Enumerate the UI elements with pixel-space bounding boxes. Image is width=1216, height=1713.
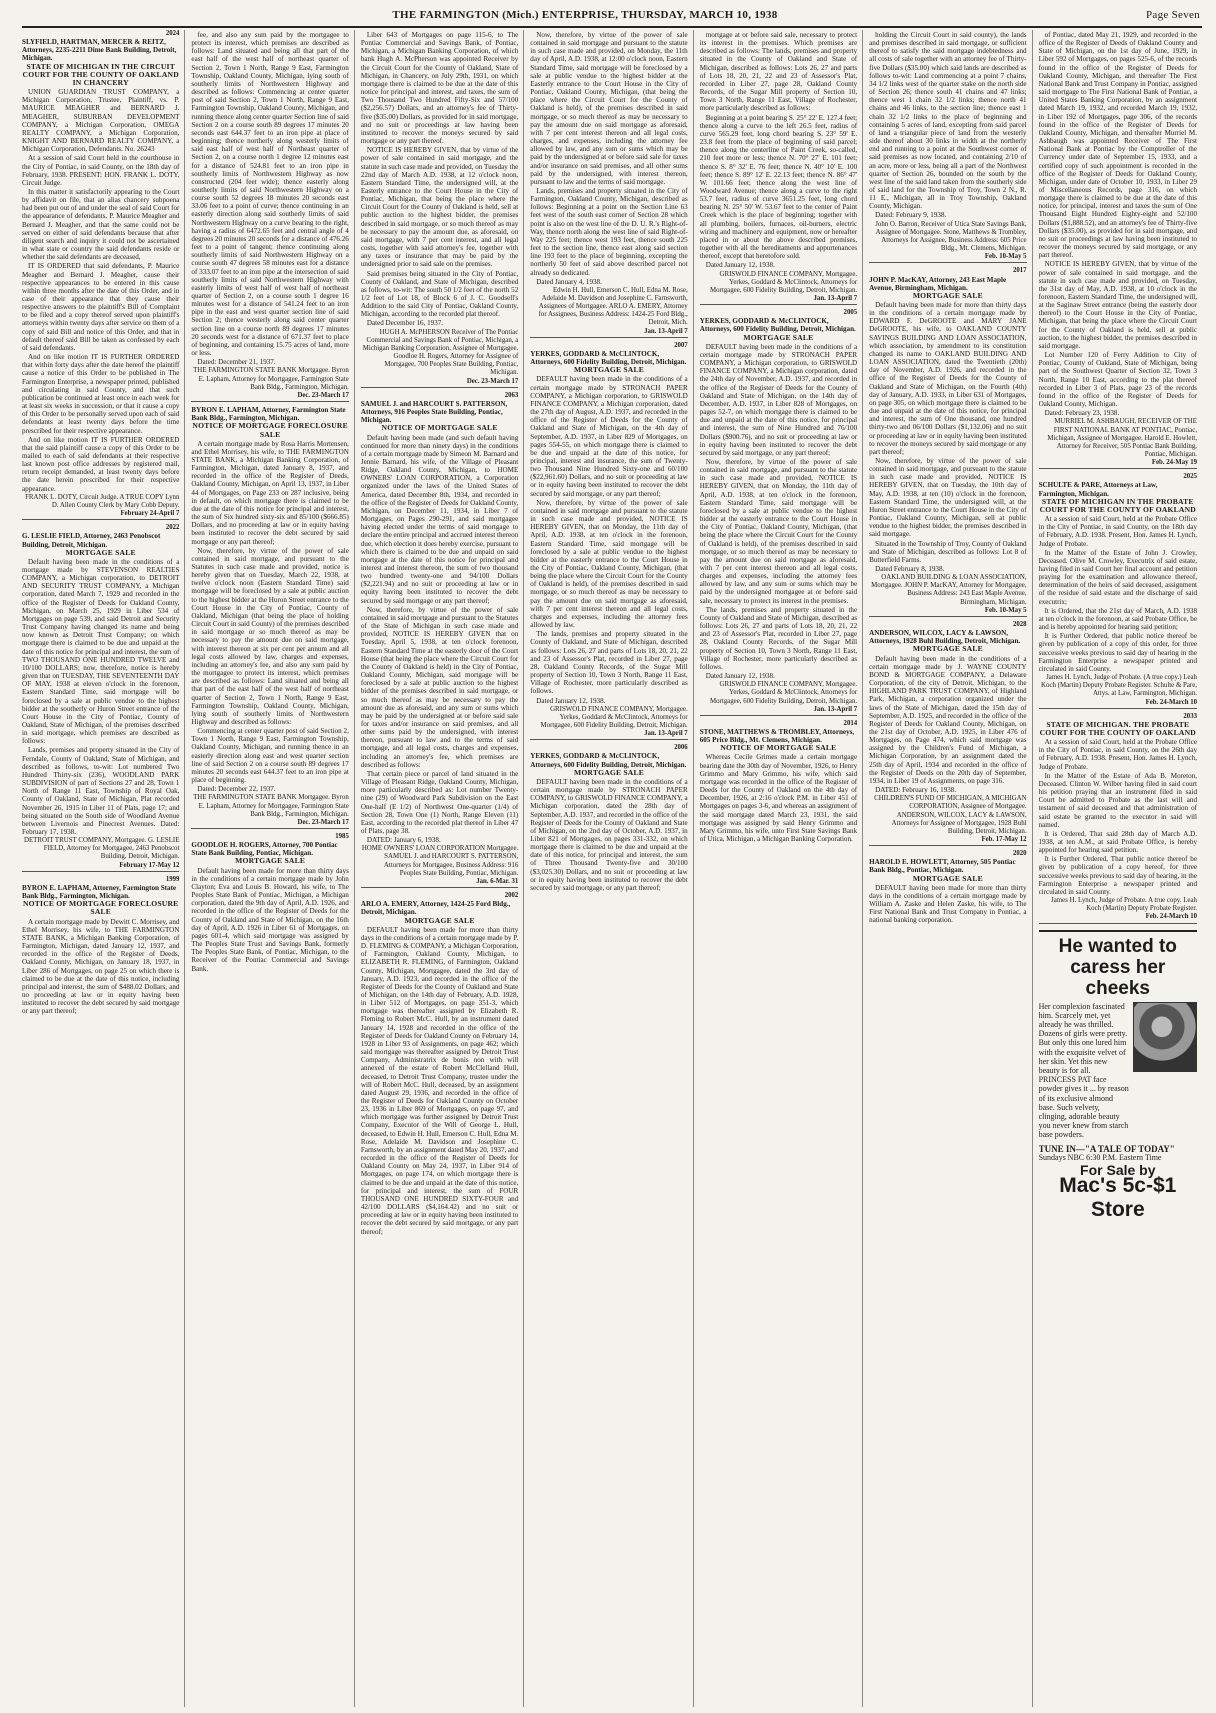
notice-paragraph: Situated in the Township of Troy, County of Oakland and State of Michigan, described as follows: Lot 8 of Butterfield Farms. <box>869 539 1027 564</box>
notice-paragraph: And on like motion IT IS FURTHER ORDERED that within forty days after the date hereof the plaintiff cause a notice of this Order to be published in The Farmington Enterprise, a newspaper printed, published and circulating in said County, and that such publication be continued at least once in each week for at least six weeks in succession, or that it cause a copy of this Order to be personally served upon each of said defendants at least twenty days before the time prescribed for their respective appearance. <box>22 353 180 435</box>
notice-paragraph: Lot Number 120 of Ferry Addition to City of Pontiac, County of Oakland, State of Michigan, being part of the Southwest Quarter of Section 32, Town 3 North, Range 10 East, according to the plat thereof recorded in Liber 3 of Plats, page 23 of the records found in the office of the Register of Deeds for Oakland County, Michigan. <box>1038 351 1197 409</box>
notice-number: 2020 <box>1012 850 1027 858</box>
notice-paragraph: Dated: December 21, 1937. <box>197 358 276 367</box>
notice-paragraph: holding the Circuit Court in said county), the lands and premises described in said mortgage, or sufficient thereof to satisfy the said mortgage indebtedness and all costs of sale together with an attorney fee of Thirty-five Dollars ($35.00) which said lands are described as follows to-wit: Land commencing at a point 7 chains, 34 1/2 links west of the quarter stake on the north side of Section 26; thence south 41 chains and 47 links; thence west 1 chain 32 1/2 links; thence north 41 chains and 46 links, to the section line; thence east 1 chain 32 1/2 links to the place of beginning and containing 5 acres of land, excepting from said parcel of land a triangular piece of land from the westerly side thereof about 30 links in width at the northerly end and running to a point at the Southwest corner of said premises as now located, and containing 2/10 of an acre, more or less, being all a part of the Northwest quarter of Section 26, bounded on the south by the west line of the said land taken from the southerly side of said land for the Township of Troy, Town 2 N., R. 11 E., Michigan, all in Troy Township, Oakland County, Michigan. <box>869 31 1027 211</box>
notice-paragraph: It is Ordered, that the 21st day of March, A.D. 1938 at ten o'clock in the forenoon, at said Probate Office, be and is hereby appointed for hearing said petition; <box>1038 606 1197 632</box>
masthead <box>22 8 1202 28</box>
legal-notice <box>530 744 687 892</box>
notice-title: MORTGAGE SALE <box>912 873 983 883</box>
notice-attorney-heading: HAROLD E. HOWLETT, Attorney, 505 Pontiac Bank Bldg., Pontiac, Michigan. <box>869 858 1016 875</box>
notice-attorney-heading: YERKES, GODDARD & McCLINTOCK, Attorneys, 600 Fidelity Building, Detroit, Michigan. <box>699 317 856 334</box>
notice-number: 2007 <box>674 341 688 349</box>
notice-publication-dates: Feb. 24-March 10 <box>1039 699 1197 709</box>
notice-paragraph: Dated January 12, 1938. <box>705 261 775 270</box>
notice-paragraph: DEFAULT having been made in the conditions of a certain mortgage made by STRONACH PAPER COMPANY, to GRISWOLD FINANCE COMPANY, a Michigan corporation, dated the 28th day of September, A.D. 1937, and recorded in the office of the Register of Deeds for the County of Oakland and State of Michigan, on the 2nd day of October, A.D. 1937, in Liber 821 of Mortgages, on pages 331-332, on which mortgage there is claimed to be due and unpaid at the date of this notice, for principal and interest, the sum of Three Thousand Twenty-five and 30/100 ($3,025.30) Dollars, and no suit or proceeding at law or in equity having been instituted to recover the debt secured by said mortgage, or any part thereof; <box>530 777 688 892</box>
notice-paragraph: Now, therefore, by virtue of the power of sale contained in said mortgage and pursuant to the statute in such case made and provided, NOTICE IS HEREBY GIVEN, that on Monday, the 11th day of April, A.D. 1938, at ten o'clock in the forenoon, Eastern Standard Time, said mortgage will be foreclosed by a sale at public vendue to the highest bidder at the easterly entrance to the Court House in the City of Pontiac, Oakland County, Michigan, (that being the place where the Circuit Court for the County of Oakland is held), of the premises described in said mortgage, or so much thereof as may be necessary to pay the amount due on said mortgage as aforesaid, with 7 per cent interest thereon and all legal costs, charges and expenses, including the attorney fees allowed by law. <box>530 498 688 630</box>
notice-paragraph: Dated: February 9, 1938. <box>875 211 947 220</box>
notice-paragraph: In the Matter of the Estate of John J. Crowley, Deceased. Olive M. Crowley, Executrix of said estate, having filed in said Court her final account and petition praying for the examination and allowance thereof, determination of the heirs of said deceased, assignment of the residue of said estate and the discharge of said executrix; <box>1038 548 1197 606</box>
notice-attorney-heading: BYRON E. LAPHAM, Attorney, Farmington State Bank Bldg., Farmington, Michigan. <box>191 406 346 423</box>
legal-notice <box>869 621 1026 846</box>
ad-for-sale-by: For Sale by <box>1080 1161 1156 1178</box>
notice-attorney-heading: YERKES, GODDARD & McCLINTOCK, Attorneys, 600 Fidelity Building, Detroit, Michigan. <box>530 752 687 769</box>
legal-notice <box>361 892 518 1236</box>
notice-signature: Edwin H. Hull, Emerson C. Hull, Edna M. Rose, Adelaide M. Davidson and Josephine C. Farnsworth, Assignees of Mortgagee. ARLO A. EMERY, Attorney for Assignees, Business Address: 1424-25 Ford Bldg., Detroit, Mich. <box>538 286 688 327</box>
legal-notice <box>1039 31 1197 469</box>
notice-title: NOTICE OF MORTGAGE FORECLOSURE SALE <box>22 899 179 917</box>
notice-number: 2022 <box>165 524 180 532</box>
notice-paragraph: Lands, premises and property situated in the City of Ferndale, County of Oakland, State of Michigan, and described as follows, to-wit: Lot numbered Two Hundred Thirty-six (236), WOODLAND PARK SUBDIVISION of part of Sections 27 and 28, Town 1 North of Range 11 East, Township of Royal Oak, County of Oakland, State of Michigan, Plat recorded November 26, 1915 in Liber 11 of Plats, page 17; and being situated on the South side of Woodland Avenue between Livernois and Pinecrest Avenues. Dated: February 17, 1938. <box>22 746 180 836</box>
legal-notice <box>22 524 179 872</box>
notice-signature: HOME OWNERS' LOAN CORPORATION Mortgagee. SAMUEL J. and HARCOURT S. PATTERSON, Attorneys for Mortgagee, Business Address: 916 Peoples State Building, Pontiac, Michigan. <box>361 845 519 877</box>
notice-paragraph: NOTICE IS HEREBY GIVEN, that by virtue of the power of sale contained in said mortgage, and the statute in such case made and provided, on Tuesday the 22nd day of March A.D. 1938, at 12 o'clock noon, Eastern Standard Time, the undersigned will, at the Easterly entrance to the Court House in the City of Pontiac, Michigan, that being the place where the Circuit Court for the County of Oakland is held, sell at public auction to the highest bidder, the premises described in said mortgage, or so much thereof as may be necessary to pay the amount due, as aforesaid, on said mortgage, with 7 per cent interest, and all legal costs, together with said attorney's fee, together with any taxes or insurance that may be paid by the undersigned prior to said sale on the premises. <box>360 146 519 269</box>
notice-title: MORTGAGE SALE <box>235 856 306 866</box>
notice-number: 2025 <box>1183 473 1197 481</box>
column-2 <box>191 30 354 1707</box>
column-4 <box>530 30 693 1707</box>
notice-number: 2002 <box>504 892 519 900</box>
legal-notice <box>869 850 1026 924</box>
notice-paragraph: DEFAULT having been made in the conditions of a certain mortgage made by STRONACH PAPER COMPANY, a Michigan corporation, to GRISWOLD FINANCE COMPANY, a Michigan corporation, dated the 27th day of August, A.D. 1937, and recorded in the office of the Register of Deeds for the County of Oakland and State of Michigan, on the 4th day of September, A.D. 1937, in Liber 829 of Mortgages, on pages 554-55, on which mortgage there is claimed to be due and unpaid at the date of this notice, for principal, interest and insurance, the sum of Twenty-two Thousand Nine Hundred Sixty-one and 60/100 ($22,961.60) Dollars, and no suit or proceeding at law or in equity having been instituted to recover the debt secured by said mortgage, or any part thereof; <box>530 375 688 498</box>
notice-paragraph: Default having been made (and such default having continued for more than ninety days) in the conditions of a certain mortgage made by Simeon M. Barnard and Jennie Barnard, his wife, of the Village of Pleasant Ridge, Oakland County, Michigan, to HOME OWNERS' LOAN CORPORATION, a Corporation organized under the laws of the United States of America, dated December 8th, 1934, and recorded in the office of the Register of Deeds for Oakland County, Michigan, on December 11, 1934, in Liber 7 of Mortgages, on Pages 290-291, and said mortgagee having elected under the terms of said mortgage to declare the entire principal and accrued interest thereon due, which election it does hereby exercise, pursuant to which there is claimed to be due and unpaid on said mortgage at the date of this notice for principal and interest and interest thereon, the sum of two thousand two hundred twenty-one and 94/100 Dollars ($2,221.94) and no suit or proceeding at law or in equity having been instituted to recover the debt secured by said mortgage or any part thereof; <box>360 433 519 605</box>
notice-publication-dates: Feb. 24-May 19 <box>1039 459 1197 469</box>
column-7 <box>1039 30 1202 1707</box>
notice-title: NOTICE OF MORTGAGE SALE <box>720 743 837 753</box>
notice-number: 2024 <box>165 30 180 37</box>
notice-title: MORTGAGE SALE <box>65 547 136 557</box>
notice-publication-dates: Jan. 13-April 7 <box>700 706 857 716</box>
notice-publication-dates: Jan. 13-April 7 <box>530 730 687 740</box>
notice-paragraph: A certain mortgage made by Rosa Harris Mortensen, and Ethel Morrisey, his wife, to THE FARMINGTON STATE BANK, a Michigan Banking Corporation, of Farmington, Michigan, dated January 8, 1937, and recorded in the office of the Register of Deeds, Oakland County, Michigan, on April 13, 1937, in Liber 44 of Mortgages, on Page 233 on 287 inclusive, being in default, on which mortgage there is claimed to be due at the date of this notice for principal and interest, the sum of Six hundred sixty-six and 85/100 ($666.85) Dollars, and no proceeding at law or in equity having been instituted to recover the debt secured by said mortgage or any part thereof; <box>191 439 349 546</box>
column-5 <box>700 30 863 1707</box>
notice-signature: GRISWOLD FINANCE COMPANY, Mortgagee. Yerkes, Goddard & McClintock, Attorneys for Mortgagee, 600 Fidelity Building, Detroit, Michigan. <box>709 681 858 705</box>
notice-paragraph: DATED: February 16, 1938. <box>875 786 957 795</box>
notice-paragraph: It is Ordered, That said 28th day of March A.D. 1938, at ten A.M., at said Probate Office, is hereby appointed for hearing said petition. <box>1038 829 1197 855</box>
notice-attorney-heading: JOHN P. MacKAY, Attorney, 243 East Maple Avenue, Birmingham, Michigan. <box>869 275 1007 292</box>
page-number: Page Seven <box>1145 9 1200 21</box>
notice-paragraph: mortgage at or before said sale, necessary to protect its interest in the premises. Which premises are described as follows: The lands, premises and property situated in the County of Oakland and State of Michigan, described as follows: Lots 26, 27 and parts of Lots 18, 20, 21, 22 and 23 of Assessor's Plat, recorded in Liber 27, page 28, Oakland County Records, of the Sugar Mill property of Section 10, Town 3 North, Range 11 East, Village of Rochester, more particularly described as follows: <box>699 31 858 113</box>
notice-attorney-heading: GOODLOE H. ROGERS, Attorney, 700 Pontiac State Bank Building, Pontiac, Michigan. <box>191 841 338 858</box>
column-3 <box>361 30 524 1707</box>
notice-paragraph: At a session of said Court, held at the Probate Office in the City of Pontiac, in said County, on the 26th day of February, A.D. 1938. Present, Hon. James H. Lynch, Judge of Probate. <box>1038 738 1197 771</box>
notice-signature: HUGH A. McPHERSON Receiver of The Pontiac Commercial and Savings Bank of Pontiac, Michigan, a Michigan Banking Corporation, Assignee of Mortgagee. Goodloe H. Rogers, Attorney for Assignee of Mortgagee, 700 Peoples State Building, Pontiac, Michigan. <box>362 328 519 377</box>
notice-signature: FRANK L. DOTY, Circuit Judge. A TRUE COPY Lynn D. Allen County Clerk by Mary Cobb Deputy. <box>25 493 180 509</box>
notice-signature: MURRIEL M. ASHBAUGH, RECEIVER OF THE FIRST NATIONAL BANK AT PONTIAC, Pontiac, Michigan, Assignee of Mortgagee. Harold E. Howlett, Attorney for Receiver, 505 Pontiac Bank Building, Pontiac, Michigan. <box>1047 418 1197 458</box>
notice-paragraph: DATED: January 6, 1938. <box>366 836 441 845</box>
notice-paragraph: Liber 643 of Mortgages on page 115-6, to The Pontiac Commercial and Savings Bank, of Pontiac, Michigan, a Michigan Banking Corporation, of which bank Hugh A. McPherson was appointed Receiver by the Circuit Court for the County of Oakland, State of Michigan, in Chancery, on July 29th, 1931, on which mortgage there is claimed to be due at the date of this notice for principal and interest, and taxes, the sum of Two Thousand Two Hundred Fifty-Six and 57/100 ($2,256.57) Dollars, and an attorney's fee of Thirty-five ($35.00) Dollars, as provided for in said mortgage, and no suit or proceedings at law having been instituted to recover the moneys secured by said mortgage or any part thereof. <box>360 31 519 146</box>
notice-publication-dates: Dec. 23-March 17 <box>191 392 348 402</box>
notice-paragraph: NOTICE IS HEREBY GIVEN, that by virtue of the power of sale contained in said mortgage, and the statute in such case made and provided, on Tuesday, the 31st day of May, A.D. 1938, at 10 o'clock in the forenoon, Eastern Standard Time, the undersigned will, at the Saginaw Street entrance (being the easterly door thereof) to the Court House in the City of Pontiac, Michigan, that being the place where the Circuit Court for the County of Oakland is held, sell at public auction, to the highest bidder, the premises described in said mortgage. <box>1038 260 1197 350</box>
notice-paragraph: Now, therefore, by virtue of the power of sale contained in said mortgage, and pursuant to the statute in such case made and provided, NOTICE IS HEREBY GIVEN, that on Tuesday, the 10th day of May, A.D. 1938, at ten (10) o'clock in the forenoon, Eastern Standard Time, the undersigned will, at the Huron Street entrance to the Court House in the City of Pontiac, Oakland County, Michigan, sell at public vendue to the highest bidder, the premises described in said mortgage. <box>869 456 1027 539</box>
notice-signature: THE FARMINGTON STATE BANK Mortgagee. Byron E. Lapham, Attorney for Mortgagee, Farmington State Bank Bldg., Farmington, Michigan. <box>193 794 349 818</box>
notice-number: 2028 <box>1012 620 1027 628</box>
ad-body <box>1039 1002 1197 1140</box>
legal-notice <box>22 30 179 520</box>
legal-notice-columns <box>22 30 1202 1707</box>
ad-radio-tune-in: TUNE IN—"A TALE OF TODAY" <box>1038 1143 1175 1154</box>
notice-publication-dates: February 24-April 7 <box>22 510 179 520</box>
notice-publication-dates: Feb. 10-May 5 <box>869 253 1026 263</box>
notice-publication-dates: Dec. 23-March 17 <box>191 819 348 829</box>
notice-attorney-heading: ANDERSON, WILCOX, LACY & LAWSON, Attorneys, 1928 Buhl Building, Detroit, Michigan. <box>869 629 1021 646</box>
notice-number: 1985 <box>335 833 349 840</box>
notice-number: 1999 <box>165 875 180 883</box>
legal-notice <box>530 342 687 741</box>
notice-paragraph: fee, and also any sum paid by the mortgagee to protect its interest, which premises are described as follows: Land situated and being all that part of the east half of the west half of northeast quarter of Section 2, Town 1 North, Range 9 East, Farmington Township, Oakland County, Michigan, lying south of southerly limits of Northwestern Highway and described as follows: Commencing at center quarter post of said Section 2, Town 1 North, Range 9 East, Farmington Township, Oakland County, Michigan, and running thence along center quarter Section line of said Section 2 on a course south 89 degrees 17 minutes 20 seconds east 644.37 feet to an iron pipe at place of beginning; thence northerly along westerly limits of said east half of west half of Northeast quarter of Section 2, on a course north 1 degree 12 minutes east for a distance of 524.81 feet to an iron pipe in southerly limits of Northwestern Highway as now constructed (204 feet wide); thence easterly along southerly limits of said Northwestern Highway on a course south 52 degrees 18 minutes 20 seconds east 33.06 feet to a point of curve; thence continuing in an easterly direction along said southerly limits of said Northwestern Highway on a curve bearing to the right, having a radius of 6472.65 feet and central angle of 4 degrees 20 minutes 20 seconds for a distance of 476.26 feet to a point of tangent; thence continuing along southerly limits of said Northwestern Highway on a course south 47 degrees 58 minutes east for a distance of 333.07 feet to an iron pipe at the intersection of said southerly limits of said Northwestern Highway with easterly limits of west half of west half of northeast quarter of Section 2, on a course south 1 degree 16 minutes west for a distance of 541.24 feet to an iron pipe in the east and west quarter section line of said Section 2; thence westerly along said center quarter section line on a course north 89 degrees 17 minutes 20 seconds west for a distance of 671.37 feet to place of beginning, and containing 15.75 acres of land, more or less. <box>191 31 349 358</box>
notice-signature: DETROIT TRUST COMPANY, Mortgagee. G. LESLIE FIELD, Attorney for Mortgagee, 2463 Penobscot Building, Detroit, Michigan. <box>23 837 180 861</box>
notice-paragraph: Now, therefore, by virtue of the power of sale contained in said mortgage, and pursuant to the statute in such case made and provided, NOTICE IS HEREBY GIVEN, that on Monday, the 11th day of April, A.D. 1938, at ten o'clock in the forenoon, Eastern Standard Time, said mortgage will be foreclosed by a sale at public vendue to the highest bidder at the easterly entrance to the Court House in the City of Pontiac, Oakland County, Michigan, (that being the place where the Circuit Court for the County of Oakland is held), of the premises described in said mortgage, or so much thereof as may be necessary to pay the amount due on said mortgage as aforesaid, with 7 per cent interest thereon and all legal costs, charges and expenses, including the attorney fees allowed by law, and any sum or sums which may be paid by the undersigned mortgagee at or before said sale, necessary to protect its interest in the premises. <box>699 457 858 605</box>
column-6 <box>869 30 1032 1707</box>
notice-paragraph: Dated January 4, 1938. <box>536 277 602 286</box>
notice-title: STATE OF MICHIGAN. THE PROBATE COURT FOR THE COUNTY OF OAKLAND <box>1039 719 1196 737</box>
notice-title: STATE OF MICHIGAN IN THE PROBATE COURT FOR THE COUNTY OF OAKLAND <box>1039 496 1196 514</box>
notice-title: STATE OF MICHIGAN IN THE CIRCUIT COURT FOR THE COUNTY OF OAKLAND IN CHANCERY <box>22 61 179 87</box>
notice-title: MORTGAGE SALE <box>573 767 645 777</box>
notice-signature: CHILDREN'S FUND OF MICHIGAN, A MICHIGAN CORPORATION, Assignee of Mortgagee. ANDERSON, WILCOX, LACY & LAWSON, Attorneys for Assignee of Mortgagee, 1928 Buhl Building, Detroit, Michigan. <box>874 795 1027 835</box>
notice-paragraph: DEFAULT having been made for more than thirty days in the conditions of a certain mortgage made by P. D. FLEMING & COMPANY, a Michigan Corporation, of Farmington, Oakland County, Michigan, to ELIZABETH R. FLEMING, of Farmington, Oakland County, Michigan, Mortgagee, dated the 3rd day of January, A.D. 1923, and recorded in the office of the Register of Deeds for the County of Oakland and State of Michigan, on the 14th day of February, A.D. 1928, in Liber 512 of Mortgages, on page 351-3, which mortgage was thereafter assigned by Elizabeth R. Fleming to Robert McC. Hull, by an instrument dated January 14, 1928 and recorded in the office of the Register of Deeds for Oakland County on February 14, 1928 in Liber 93 of Assignments, on page 462; which said mortgage was thereafter assigned by Detroit Trust Company, Administratrix de bonis non with will annexed of the estate of Robert McClelland Hull, deceased, to Detroit Trust Company, trustee under the will of Robert McC. Hull, deceased, by an assignment dated August 29, 1936, and recorded in the office of the Register of Deeds for Oakland County on October 23, 1936 in Liber 869 of Mortgages, on page 97, and which mortgage was further assigned by Detroit Trust Company, Executor of the Will of George L. Hull, deceased, to Edwin H. Hull, Emerson C. Hull, Edna M. Rose, Adelaide M. Davidson and Josephine C. Farnsworth, by an assignment dated May 20, 1937, and recorded in the office of the Register of Deeds for Oakland County on May 24, 1937, in Liber 914 of Mortgages, on page 174, on which mortgage there is claimed to be due and unpaid at the date of this notice, for principal and interest, the sum of FOUR THOUSAND ONE HUNDRED SIXTY-FOUR and 42/100 DOLLARS ($4,164.42) and no suit or proceeding at law or in equity having been instituted to recover the debt secured by said mortgage, or any part thereof; <box>360 925 519 1236</box>
notice-paragraph: And on like motion IT IS FURTHER ORDERED that the said plaintiff cause a copy of this Order to be mailed to each of said defendants at their respective last known post office addresses by registered mail, return receipt demanded, at least twenty days before the date herein prescribed for their respective appearance. <box>22 435 180 493</box>
notice-signature: GRISWOLD FINANCE COMPANY, Mortgagee. Yerkes, Goddard & McClintock, Attorneys for Mortgagee, 600 Fidelity Building, Detroit, Michigan. <box>709 270 858 294</box>
notice-paragraph: Default having been made in the conditions of a mortgage made by STEVENSON REALTIES COMPANY, a Michigan corporation, to DETROIT AND SECURITY TRUST COMPANY, a Michigan corporation, dated March 7, 1929 and recorded in the office of the Register of Deeds for Oakland County, Michigan, on March 25, 1929 in Liber 534 of Mortgages on page 539, and said Detroit and Security Trust Company having changed its name and being now known as Detroit Trust Company; on which mortgage there is claimed to be due and unpaid at the date of this notice for principal and interest, the sum of TWO THOUSAND ONE HUNDRED TWELVE and 10/100 DOLLARS; now, therefore, notice is hereby given that on TUESDAY, THE SEVENTEENTH DAY OF MAY, 1938 at eleven o'clock in the forenoon, Eastern Standard Time, said mortgage will be foreclosed by a sale at public vendue to the highest bidder at the southerly or Huron Street entrance of the Court House in the City of Pontiac, County of Oakland, State of Michigan, of the premises described in said mortgage, which premises are described as follows: <box>22 557 180 746</box>
notice-title: NOTICE OF MORTGAGE FORECLOSURE SALE <box>192 421 348 439</box>
notice-paragraph: At a session of said Court held in the courthouse in the City of Pontiac, in said County, on the 18th day of February, 1938. PRESENT: HON. FRANK L. DOTY, Circuit Judge. <box>22 154 180 187</box>
notice-attorney-heading: SAMUEL J. and HARCOURT S. PATTERSON, Attorneys, 916 Peoples State Building, Pontiac, Michigan. <box>360 399 508 425</box>
legal-notice <box>530 31 687 338</box>
notice-paragraph: Dated: December 22, 1937. <box>197 785 276 794</box>
notice-number: 2014 <box>843 719 858 727</box>
notice-signature: John O. Barron, Receiver of Utica State Savings Bank, Assignee of Mortgagee. Stone, Matthews & Trombley, Attorneys for Assignee, Business Address: 605 Price Bldg., Mt. Clemens, Michigan. <box>875 220 1027 253</box>
notice-paragraph: At a session of said Court, held at the Probate Office in the City of Pontiac, in said County, on the 18th day of February, A.D. 1938. Present, Hon. James H. Lynch, Judge of Probate. <box>1038 515 1197 548</box>
notice-paragraph: IT IS ORDERED that said defendants, P. Maurice Meagher and Bernard J. Meagher, cause their respective appearances to be entered in this cause within three months after the date of this Order, and in case of their appearance that they cause their respective answers to the plaintiff's Bill of Complaint to be filed and a copy thereof served upon plaintiff's attorneys within twenty days after service on them of a copy of said Bill and notice of this Order, and that in default thereof said Bill be taken as confessed by each of said defendants. <box>22 262 180 352</box>
legal-notice <box>191 31 348 402</box>
ad-copy: Her complexion fascinated him. Scarcely met, yet already he was thrilled. Dozens of girls were pretty. But only this one lured him with the exquisite velvet of her skin. Yet this new beauty is for all. PRINCESS PAT face powder gives it ... by reason of its exclusive almond base. Such velvety, clinging, adorable beauty you never knew from starch base powders. <box>1038 1001 1129 1140</box>
notice-publication-dates: Jan. 13-April 7 <box>700 295 857 305</box>
notice-title: MORTGAGE SALE <box>573 365 645 375</box>
notice-attorney-heading: STONE, MATTHEWS & TROMBLEY, Attorneys, 605 Price Bldg., Mt. Clemens, Michigan. <box>699 727 855 745</box>
notice-publication-dates: Feb. 24-March 10 <box>1039 913 1197 923</box>
legal-notice <box>361 31 518 388</box>
notice-attorney-heading: SCHULTE & PARE, Attorneys at Law, Farmington, Michigan. <box>1038 481 1158 498</box>
legal-notice <box>191 833 348 973</box>
notice-paragraph: Commencing at center quarter post of said Section 2, Town 1 North, Range 9 East, Farmington Township, Oakland County, Michigan, and running thence in an easterly direction along east and west quarter section line of said Section 2 on a course south 89 degrees 17 minutes 20 seconds east 644.37 feet to an iron pipe at place of beginning. <box>191 727 349 785</box>
notice-publication-dates: Jan. 6-Mar. 31 <box>361 878 518 888</box>
notice-paragraph: DEFAULT having been made for more than thirty days in the conditions of a certain mortgage made by William A. Zaske and Helen Zaske, his wife, to The First National Bank and Trust Company in Pontiac, a national banking corporation. <box>869 883 1027 925</box>
notice-number: 2063 <box>504 391 519 399</box>
notice-title: MORTGAGE SALE <box>404 915 475 925</box>
ad-radio-time: Sundays NBC 6:30 P.M. Eastern Time <box>1038 1152 1162 1162</box>
notice-paragraph: Now, therefore, by virtue of the power of sale contained in said mortgage and pursuant to the statute in such case made and provided, on Monday, the 11th day of April, A.D. 1938, at 12:00 o'clock noon, Eastern Standard Time, said mortgage will be foreclosed by a sale at public vendue to the highest bidder at the Easterly entrance to the Court House in the City of Pontiac, Oakland County, Michigan, (that being the place where the Circuit Court for the County of Oakland is held), of the premises described in said mortgage, or so much thereof as may be necessary to pay the amount due on said mortgage as aforesaid, with 7 per cent interest thereon and all legal costs, charges, and expenses, including the attorney fee allowed by law, and any sum or sums which may be paid by the undersigned at or before said sale for taxes and/or insurance on said premises, and all other sums paid by the undersigned, with interest thereon, pursuant to law and the terms of said mortgage. <box>530 31 688 186</box>
notice-paragraph: It is Further Ordered, that public notice thereof be given by publication of a copy of this order, for three successive weeks previous to said day of hearing in the Farmington Enterprise a newspaper printed and circulated in said County. <box>1038 632 1197 673</box>
notice-paragraph: of Pontiac, dated May 21, 1929, and recorded in the office of the Register of Deeds of Oakland County and State of Michigan, on the 1st day of June, 1929, in Liber 592 of Mortgages, on pages 525-6, of the records found in the office of the Register of Deeds for Oakland County, Michigan, and thereafter The First National Bank and Trust Company in Pontiac, assigned said mortgage to The First National Bank of Pontiac, a United States Banking Corporation, by an assignment dated March 19, 1932, and recorded March 19, 1932, in Liber 192 of Mortgages, page 306, of the records found in the office of the Register of Deeds for Oakland County, Michigan, and thereafter Murriel M. Ashbaugh was appointed Receiver of The First National Bank at Pontiac by the Comptroller of the Currency under date of September 15, 1933, and a certified copy of such appointment is recorded in the office of the Register of Deeds for Oakland County, Michigan, under date of October 10, 1933, in Liber 29 of Miscellaneous Records, page 316, on which mortgage there is claimed to be due at the date of this notice, for principal, interest and taxes the sum of One Thousand Eight Hundred Eighty-eight and 52/100 Dollars ($1,888.52), and an attorney's fee of Thirty-five Dollars ($35.00), as provided for in said mortgage, and no suit or proceedings at law having been instituted to recover the moneys secured by said mortgage, or any part thereof. <box>1038 31 1197 260</box>
notice-paragraph: The lands, premises and property situated in the County of Oakland, and State of Michigan, described as follows: Lots 26, 27 and parts of Lots 18, 20, 21, 22 and 23 of Assessor's Plat, recorded in Liber 27, page 28, Oakland County Records, of the Sugar Mill property of Section 10, Town 3 North, Range 11 East, Village of Rochester, more particularly described as follows. <box>530 630 688 696</box>
notice-paragraph: Said premises being situated in the City of Pontiac, County of Oakland, and State of Michigan, described as follows, to-wit: The south 50 1/2 feet of the north 52 1/2 feet of Lot 18, of Block 6 of J. C. Goodsell's Addition to the said City of Pontiac, Oakland County, Michigan, according to the recorded plat thereof. <box>360 269 519 319</box>
notice-title: MORTGAGE SALE <box>912 644 983 654</box>
legal-notice <box>700 309 857 716</box>
notice-number: 2005 <box>843 309 858 317</box>
princess-pat-advertisement <box>1039 930 1197 1222</box>
notice-publication-dates: Dec. 23-March 17 <box>361 378 518 388</box>
ad-headline: He wanted to caress her cheeks <box>1058 935 1177 999</box>
notice-attorney-heading: G. LESLIE FIELD, Attorney, 2463 Penobscot Building, Detroit, Michigan. <box>22 532 161 549</box>
legal-notice <box>191 406 348 829</box>
notice-paragraph: In this matter it satisfactorily appearing to the Court by affidavit on file, that an alias chancery subpoena had been put out of and under the seal of said Court for the appearance of defendants, P. Maurice Meagher and Bernard J. Meagher, and that the same could not be served on either of said defendants because that after diligent search and inquiry it could not be ascertained in what state or country the said defendants reside or whether the said defendants are deceased, <box>22 187 180 262</box>
notice-title: MORTGAGE SALE <box>743 332 814 342</box>
notice-paragraph: A certain mortgage made by Dewitt C. Morrisey, and Ethel Morrisey, his wife, to THE FARMINGTON STATE BANK, a Michigan Banking Corporation, of Farmington, Michigan, dated January 12, 1937, and recorded in the office of the Register of Deeds, Oakland County, Michigan, on January 18, 1937, in Liber 286 of Mortgages, on page 25 on which there is claimed to be due at the date of this notice, including principal and interest, the sum of $488.02 Dollars, and no proceeding at law or in equity having been instituted to recover the debt secured by said mortgage or any part thereof; <box>22 917 180 1016</box>
notice-signature: THE FARMINGTON STATE BANK Mortgagee. Byron E. Lapham, Attorney for Mortgagee, Farmington State Bank Bldg., Farmington, Michigan. <box>193 367 349 391</box>
notice-publication-dates: Feb. 10-May 5 <box>869 607 1026 617</box>
notice-paragraph: Default having been made in the conditions of a certain mortgage made by J. WAYNE COUNTY BOND & MORTGAGE COMPANY, a Delaware Corporation, of the city of Detroit, Michigan, to the HIGHLAND PARK TRUST COMPANY, of Highland Park, Michigan, a corporation organized under the laws of the State of Michigan, dated the 15th day of September, A.D. 1925, and recorded in the office of the Register of Deeds for Oakland County, Michigan, on the 21st day of October, A.D. 1925, in Liber 476 of Mortgages, on Page 474, which said mortgage was assigned by the Children's Fund of Michigan, a Michigan Corporation, by an assignment dated the 25th day of April, 1934 and recorded in the office of the Register of Deeds on the 20th day of September, 1934, in Liber 19 of Assignments, on page 316. <box>869 654 1027 785</box>
notice-title: MORTGAGE SALE <box>912 290 983 300</box>
legal-notice <box>869 267 1026 617</box>
legal-notice <box>1039 473 1197 708</box>
legal-notice <box>869 31 1026 263</box>
notice-paragraph: UNION GUARDIAN TRUST COMPANY, a Michigan Corporation, Trustee, Plaintiff, vs. P. MAURICE MEAGHER and BERNARD J. MEAGHER, SUBURBAN DEVELOPMENT COMPANY, a Michigan Corporation, OMEGA REALTY COMPANY, a Michigan Corporation, KNIGHT AND BERNARD REALTY COMPANY, a Michigan Corporation, Defendants. No. 26243 <box>22 88 180 154</box>
notice-paragraph: Dated February 8, 1938. <box>875 565 945 573</box>
notice-paragraph: Beginning at a point bearing S. 25° 22' E. 127.4 feet; thence along a curve to the left 26.5 feet, radius of curve 565.29 feet, long chord bearing S. 23° 59' E. 23.8 feet from the place of beginning of said parcel; thence along the centerline of Paint Creek, so-called, 210 feet more or less; thence N. 70° 27' E. 101 feet; thence S. 8° 32' E. 76 feet; thence N. 40° 10' E. 100 feet; thence S. 89° 12' E. 22.13 feet; thence N. 86° 47' W. 101.66 feet; thence along the west line of Woodward Avenue; thence along a curve to the right 53.7 feet, radius of curve 3651.25 feet, long chord bearing N. 25° 50' W. 53.67 feet to the center of Paint Creek which is the place of beginning; together with all plumbing, boilers, furnaces, oil-burners, electric wiring and machinery and equipment, now or hereafter placed in or about the above described premises, together with all the hereditaments and appurtenances thereof, except that heretofore sold. <box>699 113 858 261</box>
legal-notice <box>1039 713 1197 924</box>
woman-portrait-image <box>1133 1002 1197 1072</box>
masthead-title: THE FARMINGTON (Mich.) ENTERPRISE, THURSDAY, MARCH 10, 1938 <box>392 9 778 21</box>
notice-attorney-heading: YERKES, GODDARD & McCLINTOCK, Attorneys, 600 Fidelity Building, Detroit, Michigan. <box>530 349 687 367</box>
notice-publication-dates: Feb. 17-May 12 <box>869 836 1026 846</box>
notice-paragraph: It is Further Ordered, That public notice thereof be given by publication of a copy hereof, for three successive weeks previous to said day of hearing, in the Farmington Enterprise a newspaper printed and circulated in said County. <box>1038 855 1197 896</box>
notice-attorney-heading: ARLO A. EMERY, Attorney, 1424-25 Ford Bldg., Detroit, Michigan. <box>360 900 511 917</box>
notice-signature: James H. Lynch, Judge of Probate. (A true copy.) Leah Koch (Martin) Deputy Probate Register. Schulte & Pare, Attys. at Law, Farmington, Michigan. <box>1041 674 1197 698</box>
ad-store-name: Mac's 5c-$1 Store <box>1059 1173 1177 1221</box>
notice-paragraph: Dated: February 23, 1938. <box>1044 409 1120 418</box>
notice-signature: GRISWOLD FINANCE COMPANY, Mortgagee. Yerkes, Goddard & McClintock, Attorneys for Mortgagee, 600 Fidelity Building, Detroit, Michigan. <box>540 705 688 729</box>
notice-signature: OAKLAND BUILDING & LOAN ASSOCIATION, Mortgagee. JOHN P. MacKAY, Attorney for Mortgagee, Business Address: 243 East Maple Avenue, Birmingham, Michigan. <box>871 574 1027 606</box>
legal-notice <box>361 392 518 888</box>
notice-paragraph: The lands, premises and property situated in the County of Oakland and State of Michigan, described as follows: Lots 26, 27 and parts of Lots 18, 20, 21, 22 and 23 of Assessor's Plat, recorded in Liber 27, page 28, Oakland County Records, of the Sugar Mill property of Section 10, Town 3 North, Range 11 East, Village of Rochester, more particularly described as follows. <box>699 605 858 671</box>
column-1 <box>22 30 185 1707</box>
notice-paragraph: Whereas Cecile Grimes made a certain mortgage bearing date the 30th day of November, 1926, to Henry Grimmo and Mary Grimmo, his wife, which said mortgage was recorded in the office of the Register of Deeds for the County of Oakland on the 4th day of December, 1926, at 2:16 o'clock P.M. in Liber 451 of Mortgages on pages 3-6, and whereas an assignment of the said mortgage dated March 23, 1931, the said mortgage was assigned by said Henry Grimmo and Mary Grimmo, his wife, unto First State Savings Bank of Utica, Michigan, a Michigan Banking Corporation. <box>699 753 858 843</box>
notice-signature: James H. Lynch, Judge of Probate. A true copy. Leah Koch (Martin) Deputy Probate Register. <box>1051 897 1197 913</box>
notice-paragraph: Now, therefore, by virtue of the power of sale contained in said mortgage, and pursuant to the Statutes in such case made and provided, notice is hereby given that on Tuesday, March 22, 1938, at twelve o'clock noon (Eastern Standard Time) said mortgage will be foreclosed by a sale at public auction to the highest bidder at the Huron Street entrance to the Court House in the City of Pontiac, County of Oakland, Michigan (that being the place of holding Circuit Court in said County) of the premises described in said mortgage or so much thereof as may be necessary to pay the amount due on said mortgage, with interest thereon at six per cent per annum and all legal costs allowed by law, charges and expenses, including an attorney's fee, and also any sum paid by the mortgagee to protect its interest, which premises are described as follows: Land situated and being all that part of the east half of the west half of northeast quarter of Section 2, Town 1 North, Range 9 East, Farmington Township, Oakland County, Michigan, lying south of southerly limits of Northwestern Highway and described as follows: <box>191 546 349 726</box>
notice-paragraph: Lands, premises and property situated in the City of Farmington, Oakland County, Michigan, described as follows: Beginning at a point on the Section Line 63 feet west of the south east corner of Section 28 which point is also on the west line of the D. U. R.'s Right-of-Way, thence north along the west line of said Right-of-Way 225 feet; thence west 193 feet, thence south 225 feet to the section line, thence east along said section line 193 feet to the place of beginning, excepting the northerly 50 feet of said above described parcel not already so dedicated. <box>530 186 688 277</box>
notice-number: 2006 <box>674 744 688 752</box>
notice-paragraph: Dated December 16, 1937. <box>366 319 444 328</box>
notice-paragraph: Now, therefore, by virtue of the power of sale contained in said mortgage and pursuant to the Statutes of the State of Michigan in such case made and provided, NOTICE IS HEREBY GIVEN that on Tuesday, April 5, 1938, at ten o'clock forenoon, Eastern Standard Time at the easterly door of the Court House (that being the place where the Circuit Court for the County of Oakland is held) in the City of Pontiac, Oakland County, Michigan, said mortgage will be foreclosed by a sale at public auction to the highest bidder of the premises described in said mortgage, or so much thereof as may be necessary to pay the amount due as aforesaid, and any sum or sums which may be paid by the undersigned at or before said sale for taxes and/or insurance on said premises, and all other sums paid by the undersigned, with interest thereon, pursuant to law and to the terms of said mortgage, and all legal costs, charges and expenses, including an attorney's fee, which premises are described as follows: <box>360 605 519 769</box>
notice-paragraph: In the Matter of the Estate of Ada B. Moreton, Deceased. Clinton W. Wilber having filed in said court his petition praying that an instrument filed in said Court be admitted to Probate as the last will and testament of said deceased and that administration of said estate be granted to the executor in said will named. <box>1038 771 1197 829</box>
legal-notice <box>700 720 857 843</box>
notice-number: 2017 <box>1012 267 1027 275</box>
notice-number: 2033 <box>1183 712 1197 720</box>
notice-publication-dates: February 17-May 12 <box>22 862 179 872</box>
notice-paragraph: Default having been made for more than thirty days in the conditions of a certain mortgage made by John Clayton; Eva and Louis B. Howard, his wife, to The Peoples State Bank of Pontiac, Michigan, a Michigan corporation, dated the 9th day of April, A.D. 1926, and recorded in the office of the Register of Deeds for the County of Oakland and State of Michigan, on the 16th day of April, A.D. 1926 in Liber 61 of Mortgages, on pages 601-4, which said mortgage was assigned by The Peoples State Trust and Savings Bank, formerly The Peoples State Bank, of Pontiac, Michigan, to the Receiver of the Pontiac Commercial and Savings Bank. <box>191 866 349 973</box>
notice-attorney-heading: BYRON E. LAPHAM, Attorney, Farmington State Bank Bldg., Farmington, Michigan. <box>22 883 177 901</box>
legal-notice <box>22 876 179 1016</box>
notice-paragraph: That certain piece or parcel of land situated in the Village of Pleasant Ridge, Oakland County, Michigan, more particularly described as: Lot number Twenty-nine (29) of Woodward Park Subdivision on the East One-half (E 1/2) of Northwest One-quarter (1/4) of Section 28, Town One (1) North, Range Eleven (11) East, according to the recorded plat thereof in Liber 47 of Plats, page 38. <box>360 769 519 835</box>
notice-paragraph: Default having been made for more than thirty days in the conditions of a certain mortgage made by EDWARD F. DeGROOTE and MARY JANE DeGROOTE, his wife, to OAKLAND COUNTY SAVINGS BUILDING AND LOAN ASSOCIATION, which association, by amendment to its constitution changed its name to OAKLAND BUILDING AND LOAN ASSOCIATION, dated the Twentieth (20th) day of November, A.D. 1926, and recorded in the office of the Register of Deeds for the County of Oakland and State of Michigan, on the Fourth (4th) day of January, A.D. 1933, in Liber 631 of Mortgages, on page 305, on which mortgage there is claimed to be due and unpaid at the date of this notice, for principal and interest, the sum of One thousand, one hundred thirty-two and 06/100 Dollars ($1,132.06) and no suit or proceeding at law or in equity having been instituted to recover the moneys secured by said mortgage or any part thereof; <box>869 301 1027 456</box>
notice-paragraph: Dated January 12, 1938. <box>705 672 775 681</box>
legal-notice <box>700 31 857 305</box>
notice-paragraph: Dated January 12, 1938. <box>536 696 606 705</box>
notice-publication-dates: Jan. 13-April 7 <box>530 328 687 338</box>
notice-paragraph: DEFAULT having been made in the conditions of a certain mortgage made by STRONACH PAPER COMPANY, a Michigan corporation, to GRISWOLD FINANCE COMPANY, a Michigan corporation, dated the 24th day of November, A.D. 1937, and recorded in the office of the Register of Deeds for the County of Oakland and State of Michigan, on the 14th day of December, A.D. 1937, in Liber 828 of Mortgages, on pages 52-7, on which mortgage there is claimed to be due and unpaid at the date of this notice, for principal and interest, the sum of Nine Hundred and 76/100 Dollars ($900.76), and no suit or proceeding at law or in equity having been instituted to recover the debt secured by said mortgage, or any part thereof; <box>699 342 858 457</box>
notice-title: NOTICE OF MORTGAGE SALE <box>381 423 498 433</box>
notice-attorney-heading: SLYFIELD, HARTMAN, MERCER & REITZ, Attorneys, 2235-2211 Dime Bank Building, Detroit, Michigan. <box>22 38 177 63</box>
